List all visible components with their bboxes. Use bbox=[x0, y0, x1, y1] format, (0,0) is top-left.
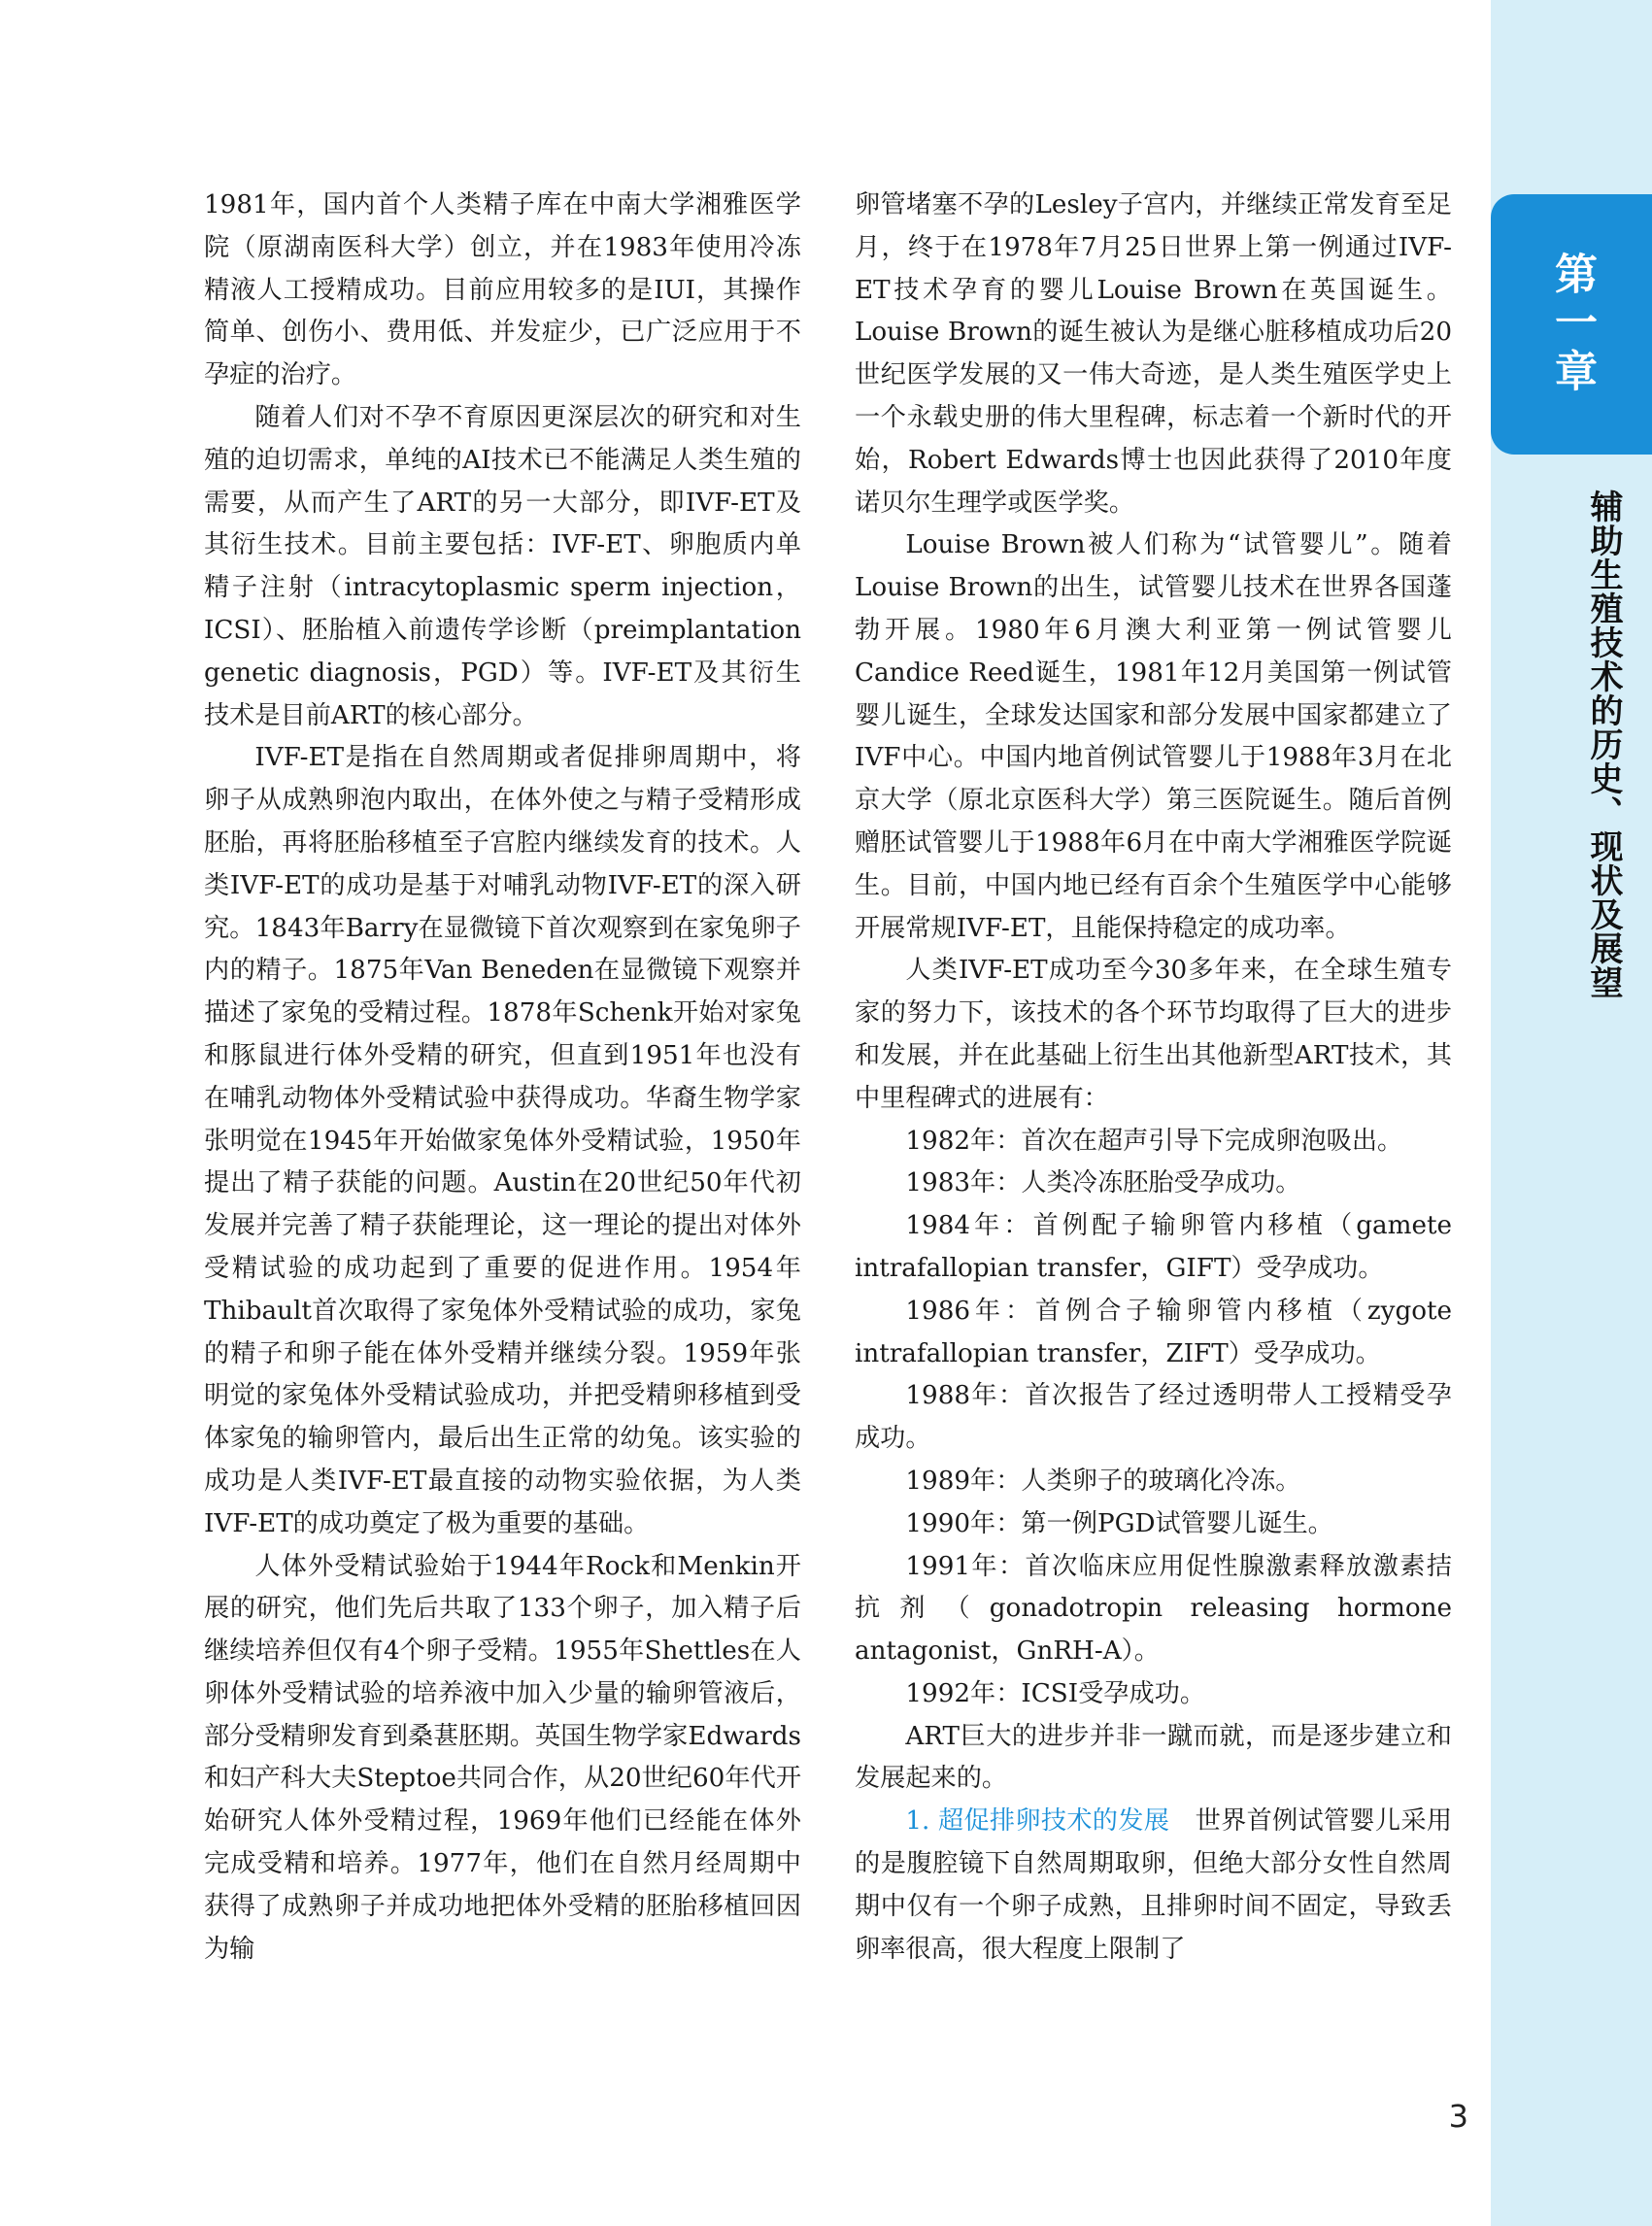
milestone-item: 1983年：人类冷冻胚胎受孕成功。 bbox=[905, 1168, 1301, 1198]
milestone-item: 1986年：首例合子输卵管内移植（zygote intrafallopian transfer，ZIFT）受孕成功。 bbox=[855, 1296, 1452, 1368]
milestone-item: 1982年：首次在超声引导下完成卵泡吸出。 bbox=[905, 1126, 1403, 1156]
milestone-item: 1988年：首次报告了经过透明带人工授精受孕成功。 bbox=[855, 1381, 1452, 1454]
page-number: 3 bbox=[1448, 2098, 1468, 2135]
chapter-title: 辅助生殖技术的历史、现状及展望 bbox=[1584, 489, 1623, 999]
section-paragraph bbox=[855, 1801, 1452, 1971]
section-heading: 1. 超促排卵技术的发展 bbox=[905, 1806, 1170, 1837]
left-column bbox=[204, 185, 801, 2078]
milestone-item: 1989年：人类卵子的玻璃化冷冻。 bbox=[905, 1466, 1301, 1496]
paragraph: 人体外受精试验始于1944年Rock和Menkin开展的研究，他们先后共取了133个卵子，加入精子后继续培养但仅有4个卵子受精。1955年Shettles在人卵体外受精试验的培养液中加入少量的输卵管液后，部分受精卵发育到桑葚胚期。英国生物学家Edwards和妇产科大夫Steptoe共同合作，从20世纪60年代开始研究人体外受精过程，1969年他们已经能在体外完成受精和培养。1977年，他们在自然月经周期中获得了成熟卵子并成功地把体外受精的胚胎移植回因为输 bbox=[204, 1551, 801, 1964]
right-column bbox=[855, 185, 1452, 2078]
paragraph: ART巨大的进步并非一蹴而就，而是逐步建立和发展起来的。 bbox=[855, 1721, 1452, 1794]
section-text: 世界首例试管婴儿采用的是腹腔镜下自然周期取卵，但绝大部分女性自然周期中仅有一个卵子成熟，且排卵时间不固定，导致丢卵率很高，很大程度上限制了 bbox=[855, 1806, 1452, 1964]
paragraph: 随着人们对不孕不育原因更深层次的研究和对生殖的迫切需求，单纯的AI技术已不能满足人类生殖的需要，从而产生了ART的另一大部分，即IVF-ET及其衍生技术。目前主要包括：IVF-ET、卵胞质内单精子注射（intracytoplasmic sperm injection，ICSI）、胚胎植入前遗传学诊断（preimplantation genetic diagnosis，PGD）等。IVF-ET及其衍生技术是目前ART的核心部分。 bbox=[204, 402, 801, 730]
milestone-item: 1990年：第一例PGD试管婴儿诞生。 bbox=[905, 1508, 1333, 1538]
paragraph: 人类IVF-ET成功至今30多年来，在全球生殖专家的努力下，该技术的各个环节均取得了巨大的进步和发展，并在此基础上衍生出其他新型ART技术，其中里程碑式的进展有： bbox=[855, 956, 1452, 1113]
paragraph: 1981年，国内首个人类精子库在中南大学湘雅医学院（原湖南医科大学）创立，并在1983年使用冷冻精液人工授精成功。目前应用较多的是IUI，其操作简单、创伤小、费用低、并发症少，已广泛应用于不孕症的治疗。 bbox=[204, 190, 801, 390]
milestone-item: 1991年：首次临床应用促性腺激素释放激素拮抗剂（gonadotropin releasing hormone antagonist，GnRH-A）。 bbox=[855, 1551, 1452, 1667]
paragraph: IVF-ET是指在自然周期或者促排卵周期中，将卵子从成熟卵泡内取出，在体外使之与精子受精形成胚胎，再将胚胎移植至子宫腔内继续发育的技术。人类IVF-ET的成功是基于对哺乳动物IVF-ET的深入研究。1843年Barry在显微镜下首次观察到在家兔卵子内的精子。1875年Van Beneden在显微镜下观察并描述了家兔的受精过程。1878年Schenk开始对家兔和豚鼠进行体外受精的研究，但直到1951年也没有在哺乳动物体外受精试验中获得成功。华裔生物学家张明觉在1945年开始做家兔体外受精试验，1950年提出了精子获能的问题。Austin在20世纪50年代初发展并完善了精子获能理论，这一理论的提出对体外受精试验的成功起到了重要的促进作用。1954年Thibault首次取得了家兔体外受精试验的成功，家兔的精子和卵子能在体外受精并继续分裂。1959年张明觉的家兔体外受精试验成功，并把受精卵移植到受体家兔的输卵管内，最后出生正常的幼兔。该实验的成功是人类IVF-ET最直接的动物实验依据，为人类IVF-ET的成功奠定了极为重要的基础。 bbox=[204, 743, 801, 1538]
chapter-tab: 第一章 bbox=[1491, 194, 1652, 455]
milestone-item: 1992年：ICSI受孕成功。 bbox=[905, 1678, 1206, 1708]
paragraph-continued: 卵管堵塞不孕的Lesley子宫内，并继续正常发育至足月，终于在1978年7月25日世界上第一例通过IVF-ET技术孕育的婴儿Louise Brown在英国诞生。Louise Brown的诞生被认为是继心脏移植成功后20世纪医学发展的又一伟大奇迹，是人类生殖医学史上一个永载史册的伟大里程碑，标志着一个新时代的开始，Robert Edwards博士也因此获得了2010年度诺贝尔生理学或医学奖。 bbox=[855, 190, 1452, 518]
paragraph: Louise Brown被人们称为“试管婴儿”。随着Louise Brown的出生，试管婴儿技术在世界各国蓬勃开展。1980年6月澳大利亚第一例试管婴儿Candice Reed诞生，1981年12月美国第一例试管婴儿诞生，全球发达国家和部分发展中国家都建立了IVF中心。中国内地首例试管婴儿于1988年3月在北京大学（原北京医科大学）第三医院诞生。随后首例赠胚试管婴儿于1988年6月在中南大学湘雅医学院诞生。目前，中国内地已经有百余个生殖医学中心能够开展常规IVF-ET，且能保持稳定的成功率。 bbox=[855, 530, 1452, 943]
milestone-item: 1984年：首例配子输卵管内移植（gamete intrafallopian transfer，GIFT）受孕成功。 bbox=[855, 1211, 1452, 1283]
